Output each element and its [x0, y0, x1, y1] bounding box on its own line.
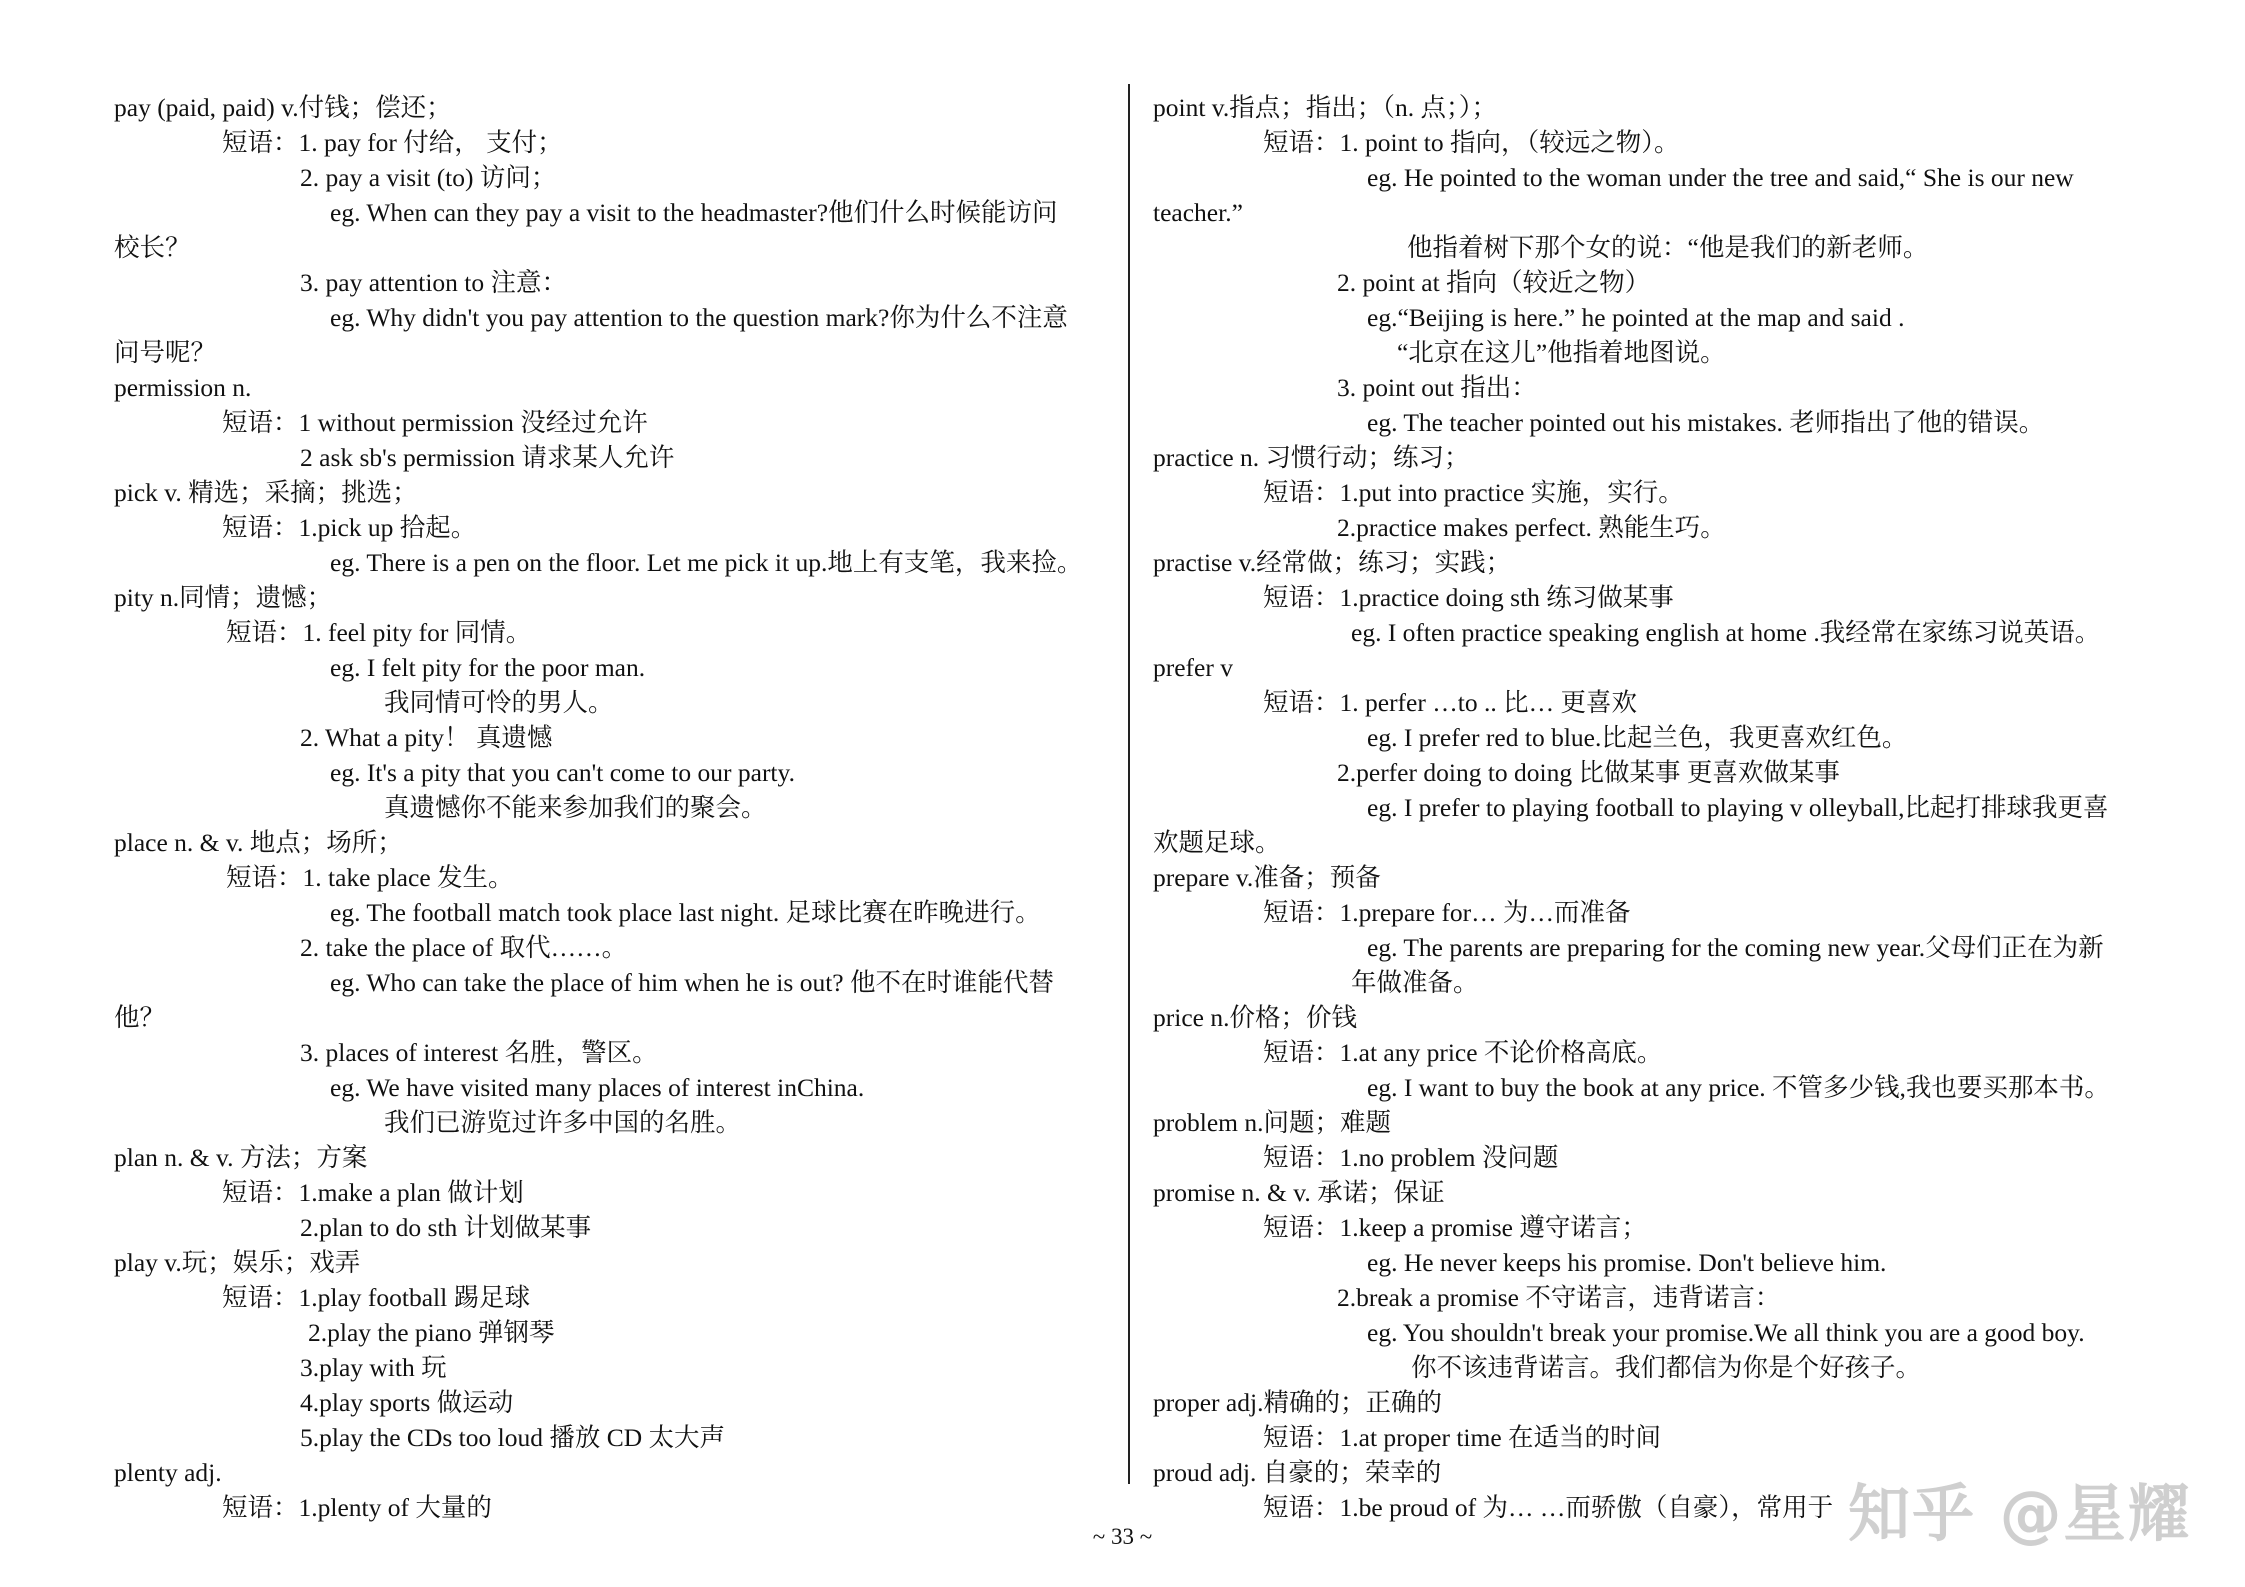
- left-column-line: permission n.: [114, 373, 252, 402]
- left-column-line: 短语：1.play football 踢足球: [222, 1283, 531, 1312]
- right-column-line: practise v.经常做；练习；实践；: [1153, 548, 1512, 577]
- left-column-line: 2. pay a visit (to) 访问；: [300, 163, 557, 192]
- right-column-line: eg. He never keeps his promise. Don't believe him.: [1367, 1248, 1887, 1277]
- right-column-line: 短语：1.be proud of 为… …而骄傲（自豪），常用于: [1263, 1493, 1834, 1522]
- watermark: 知乎 @星耀: [1848, 1477, 2192, 1550]
- right-column-line: 欢题足球。: [1153, 828, 1281, 857]
- right-column-line: eg. I prefer to playing football to playing v olleyball,比起打排球我更喜: [1367, 793, 2109, 822]
- right-column-line: proud adj. 自豪的；荣幸的: [1153, 1458, 1442, 1487]
- right-column-line: practice n. 习惯行动；练习；: [1153, 443, 1470, 472]
- right-column-line: eg. He pointed to the woman under the tree and said,“ She is our new: [1367, 163, 2074, 192]
- left-column-line: eg. Who can take the place of him when he is out? 他不在时谁能代替: [330, 968, 1054, 997]
- left-column-line: 他？: [114, 1003, 166, 1032]
- left-column-line: 校长？: [114, 233, 191, 262]
- left-column-line: 短语：1.pick up 拾起。: [222, 513, 477, 542]
- right-column-line: problem n.问题；难题: [1153, 1108, 1391, 1137]
- right-column-line: 2. point at 指向（较近之物）: [1337, 268, 1651, 297]
- left-column-line: eg. We have visited many places of interest inChina.: [330, 1073, 865, 1102]
- page-number: ~ 33 ~: [1092, 1524, 1153, 1549]
- right-column-line: 短语：1.put into practice 实施，实行。: [1263, 478, 1684, 507]
- left-column-line: 2 ask sb's permission 请求某人允许: [300, 443, 675, 472]
- right-column-line: 短语：1.prepare for… 为…而准备: [1263, 898, 1631, 927]
- left-column-line: eg. Why didn't you pay attention to the question mark?你为什么不注意: [330, 303, 1068, 332]
- right-column-line: 年做准备。: [1351, 968, 1479, 997]
- right-column-line: prepare v.准备；预备: [1153, 863, 1381, 892]
- left-column-line: 我同情可怜的男人。: [384, 688, 614, 717]
- right-column: [1125, 0, 2245, 1587]
- right-column-line: 2.practice makes perfect. 熟能生巧。: [1337, 513, 1726, 542]
- left-column-line: eg. It's a pity that you can't come to our party.: [330, 758, 795, 787]
- left-column-line: pity n.同情；遗憾；: [114, 583, 333, 612]
- left-column-line: eg. I felt pity for the poor man.: [330, 653, 646, 682]
- right-column-line: 2.perfer doing to doing 比做某事 更喜欢做某事: [1337, 758, 1840, 787]
- right-column-line: eg. I want to buy the book at any price. 不管多少钱,我也要买那本书。: [1367, 1073, 2110, 1102]
- right-column-line: point v.指点；指出；（n. 点；）；: [1153, 93, 1498, 122]
- left-column-line: 短语：1.plenty of 大量的: [222, 1493, 492, 1522]
- left-column-line: 2.play the piano 弹钢琴: [308, 1318, 555, 1347]
- right-column-line: eg. I prefer red to blue.比起兰色，我更喜欢红色。: [1367, 723, 1908, 752]
- left-column-line: 我们已游览过许多中国的名胜。: [384, 1108, 742, 1137]
- right-column-line: prefer v: [1153, 653, 1233, 682]
- right-column-line: teacher.”: [1153, 198, 1243, 227]
- left-column-line: 4.play sports 做运动: [300, 1388, 514, 1417]
- right-column-line: eg. I often practice speaking english at home .我经常在家练习说英语。: [1351, 618, 2101, 647]
- right-column-line: 2.break a promise 不守诺言，违背诺言：: [1337, 1283, 1781, 1312]
- left-column-line: 2. What a pity！ 真遗憾: [300, 723, 553, 752]
- left-column-line: 短语：1.make a plan 做计划: [222, 1178, 524, 1207]
- left-column-line: plan n. & v. 方法；方案: [114, 1143, 368, 1172]
- left-column-line: eg. The football match took place last night. 足球比赛在昨晚进行。: [330, 898, 1041, 927]
- right-column-line: 短语：1. perfer …to .. 比… 更喜欢: [1263, 688, 1637, 717]
- left-column-line: 3. places of interest 名胜，警区。: [300, 1038, 658, 1067]
- right-column-line: promise n. & v. 承诺；保证: [1153, 1178, 1445, 1207]
- right-column-line: “北京在这儿”他指着地图说。: [1397, 338, 1726, 367]
- left-column-line: 5.play the CDs too loud 播放 CD 太大声: [300, 1423, 725, 1452]
- right-column-line: 短语：1.practice doing sth 练习做某事: [1263, 583, 1674, 612]
- right-column-line: 他指着树下那个女的说：“他是我们的新老师。: [1407, 233, 1929, 262]
- right-column-line: 3. point out 指出：: [1337, 373, 1537, 402]
- left-column-line: eg. When can they pay a visit to the headmaster?他们什么时候能访问: [330, 198, 1058, 227]
- right-column-line: eg. The parents are preparing for the coming new year.父母们正在为新: [1367, 933, 2104, 962]
- left-column-line: 真遗憾你不能来参加我们的聚会。: [384, 793, 767, 822]
- left-column-line: 3. pay attention to 注意：: [300, 268, 568, 297]
- left-column-line: 问号呢？: [114, 338, 217, 367]
- right-column-line: eg. The teacher pointed out his mistakes. 老师指出了他的错误。: [1367, 408, 2045, 437]
- left-column-line: play v.玩；娱乐；戏弄: [114, 1248, 361, 1277]
- left-column-line: 短语：1. take place 发生。: [226, 863, 514, 892]
- right-column-line: eg.“Beijing is here.” he pointed at the map and said .: [1367, 303, 1905, 332]
- right-column-line: 短语：1. point to 指向，（较远之物）。: [1263, 128, 1680, 157]
- left-column-line: pick v. 精选；采摘；挑选；: [114, 478, 418, 507]
- left-column-line: 2.plan to do sth 计划做某事: [300, 1213, 592, 1242]
- right-column-line: eg. You shouldn't break your promise.We all think you are a good boy.: [1367, 1318, 2085, 1347]
- left-column-line: pay (paid, paid) v.付钱；偿还；: [114, 93, 452, 122]
- right-column-line: price n.价格；价钱: [1153, 1003, 1357, 1032]
- left-column-line: 2. take the place of 取代……。: [300, 933, 628, 962]
- right-column-line: 短语：1.at any price 不论价格高底。: [1263, 1038, 1663, 1067]
- left-column-line: eg. There is a pen on the floor. Let me pick it up.地上有支笔，我来捡。: [330, 548, 1083, 577]
- left-column-line: place n. & v. 地点；场所；: [114, 828, 403, 857]
- left-column-line: 短语：1 without permission 没经过允许: [222, 408, 648, 437]
- right-column-line: 你不该违背诺言。我们都信为你是个好孩子。: [1411, 1353, 1922, 1382]
- left-column-line: plenty adj.: [114, 1458, 222, 1487]
- left-column-line: 短语：1. feel pity for 同情。: [226, 618, 532, 647]
- left-column-line: 短语：1. pay for 付给， 支付；: [222, 128, 563, 157]
- right-column-line: 短语：1.no problem 没问题: [1263, 1143, 1559, 1172]
- right-column-line: 短语：1.at proper time 在适当的时间: [1263, 1423, 1662, 1452]
- left-column-line: 3.play with 玩: [300, 1353, 447, 1382]
- right-column-line: 短语：1.keep a promise 遵守诺言；: [1263, 1213, 1647, 1242]
- right-column-line: proper adj.精确的；正确的: [1153, 1388, 1442, 1417]
